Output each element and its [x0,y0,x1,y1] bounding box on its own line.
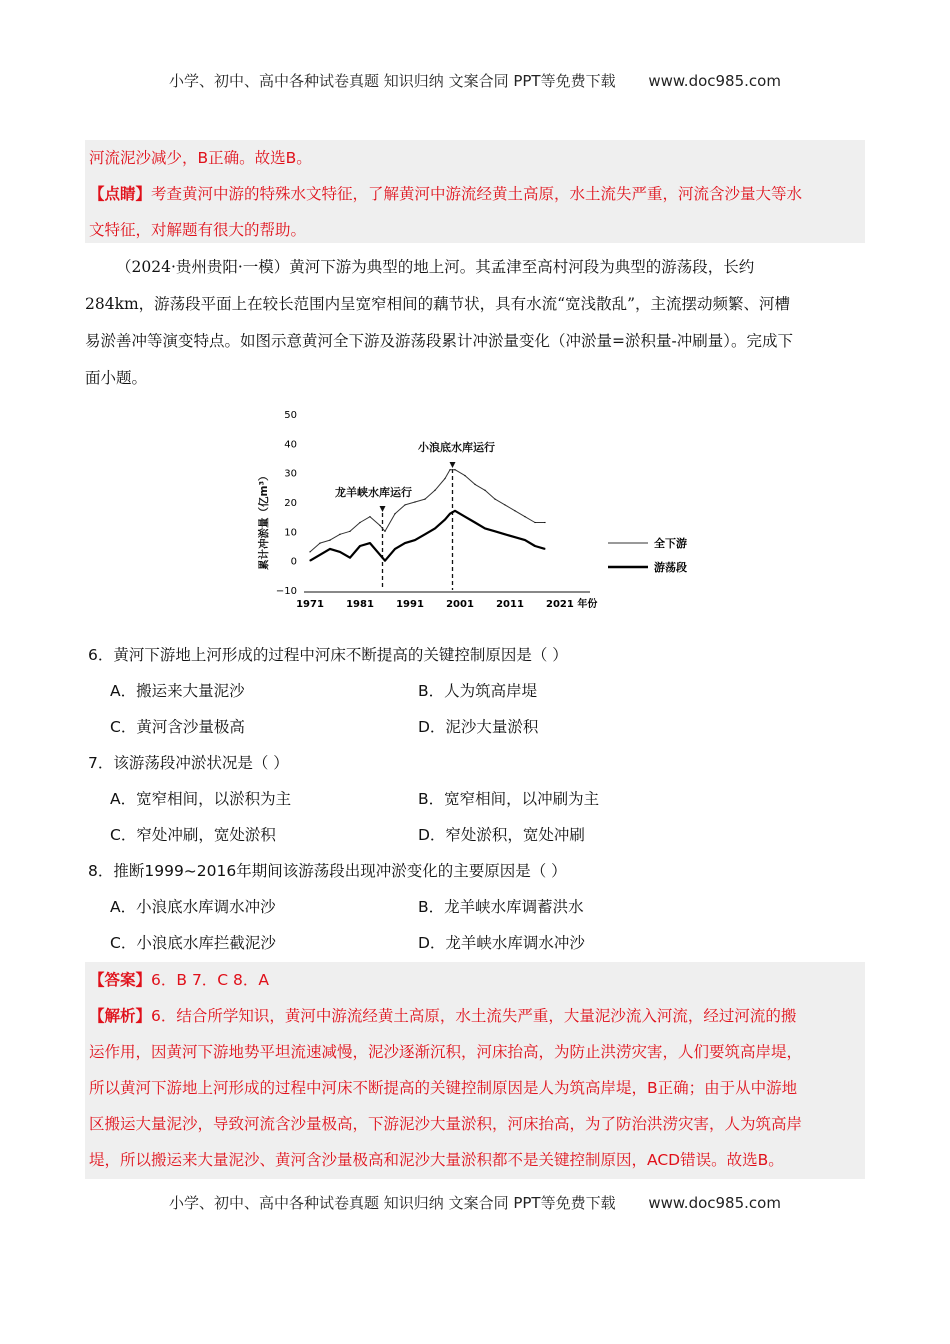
point-wandering-reach [434,528,435,529]
footer-text: 小学、初中、高中各种试卷真题 知识归纳 文案合同 PPT等免费下载 [169,1194,616,1212]
annotation-longyangxia: 龙羊峡水库运行 [335,486,412,499]
top-line-1: 河流泥沙减少，B正确。故选B。 [89,149,312,167]
point-wandering-reach [384,560,385,561]
analysis-text-1: 6．结合所学知识，黄河中游流经黄土高原，水土流失严重，大量泥沙流入河流，经过河流的搬 [151,1007,797,1025]
point-wandering-reach [394,548,395,549]
point-wandering-reach [534,545,535,546]
top-explanation-block [85,140,865,243]
point-full-lower-reach [349,531,350,532]
analysis-line-5: 堤，所以搬运来大量泥沙、黄河含沙量极高和泥沙大量淤积都不是关键控制原因，ACD错误。故选B。 [89,1151,784,1169]
point-full-lower-reach [379,525,380,526]
point-full-lower-reach [384,531,385,532]
point-full-lower-reach [514,510,515,511]
point-full-lower-reach [544,522,545,523]
x-axis [296,592,597,610]
x-tick-label: 2021 年份 [546,599,598,610]
plot-area [309,462,545,590]
legend-label-wandering: 游荡段 [654,561,687,574]
header-text: 小学、初中、高中各种试卷真题 知识归纳 文案合同 PPT等免费下载 [169,72,616,90]
point-full-lower-reach [434,490,435,491]
longyangxia-marker-arrow [380,506,386,512]
y-tick-label: 50 [284,410,297,421]
point-full-lower-reach [454,469,455,470]
point-full-lower-reach [424,498,425,499]
point-full-lower-reach [524,516,525,517]
point-wandering-reach [449,513,450,514]
series-line-wandering-reach [310,511,545,561]
q6-option-b[interactable]: B．人为筑高岸堤 [418,682,538,700]
point-wandering-reach [524,540,525,541]
point-full-lower-reach [394,513,395,514]
q6-option-d[interactable]: D．泥沙大量淤积 [418,718,539,736]
analysis-line-3: 所以黄河下游地上河形成的过程中河床不断提高的关键控制原因是人为筑高岸堤，B正确；由于从中游地 [89,1079,798,1097]
intro-line-3: 易淤善冲等演变特点。如图示意黄河全下游及游荡段累计冲淤量变化（冲淤量=淤积量-冲刷量）。完成下 [85,332,793,350]
analysis-line-4: 区搬运大量泥沙，导致河流含沙量极高，下游泥沙大量淤积，河床抬高，为了防治洪涝灾害，人为筑高岸 [89,1115,803,1133]
point-wandering-reach [339,551,340,552]
y-axis [276,410,297,597]
point-full-lower-reach [444,478,445,479]
y-axis-label: 累计冲淤量（亿m³） [258,470,270,570]
point-wandering-reach [484,528,485,529]
question-6-stem: 6．黄河下游地上河形成的过程中河床不断提高的关键控制原因是（ ） [88,646,568,664]
answer-tag: 【答案】 [89,971,152,989]
x-tick-label: 1981 [346,599,374,610]
top-line-2 [85,176,865,212]
intro-line-4: 面小题。 [85,369,148,387]
annotation-xiaolangdi: 小浪底水库运行 [418,441,495,454]
point-wandering-reach [424,534,425,535]
q8-option-d[interactable]: D．龙羊峡水库调水冲沙 [418,934,585,952]
point-full-lower-reach [359,522,360,523]
legend-label-full: 全下游 [654,537,687,550]
point-wandering-reach [474,522,475,523]
point-full-lower-reach [464,475,465,476]
point-wandering-reach [309,560,310,561]
question-intro [85,249,865,397]
q6-option-c[interactable]: C．黄河含沙量极高 [110,718,245,736]
hint-text: 考查黄河中游的特殊水文特征，了解黄河中游流经黄土高原，水土流失严重，河流含沙量大等水 [151,185,803,203]
header-url[interactable]: www.doc985.com [648,72,781,90]
y-tick-label: 0 [290,556,297,568]
q8-option-c[interactable]: C．小浪底水库拦截泥沙 [110,934,276,952]
point-full-lower-reach [449,469,450,470]
intro-line-2: 284km，游荡段平面上在较长范围内呈宽窄相间的藕节状，具有水流“宽浅散乱”，主流摆动频繁、河槽 [85,295,791,313]
intro-line-1: （2024·贵州贵阳·一模）黄河下游为典型的地上河。其孟津至高村河段为典型的游荡段，长约 [116,258,755,276]
point-wandering-reach [329,548,330,549]
y-tick-label: 40 [284,439,297,451]
point-full-lower-reach [414,501,415,502]
answer-line [85,962,865,998]
point-wandering-reach [444,519,445,520]
analysis-tag: 【解析】 [89,1007,152,1025]
point-full-lower-reach [534,522,535,523]
top-line-3: 文特征，对解题有很大的帮助。 [89,221,307,239]
point-full-lower-reach [494,498,495,499]
y-tick-label: 30 [284,468,297,480]
q7-option-c[interactable]: C．窄处冲刷，宽处淤积 [110,826,276,844]
answer-text: 6．B 7．C 8．A [151,971,270,989]
point-full-lower-reach [484,490,485,491]
analysis-line-2: 运作用，因黄河下游地势平坦流速减慢，泥沙逐渐沉积，河床抬高，为防止洪涝灾害，人们要筑高岸堤， [89,1043,803,1061]
point-full-lower-reach [504,504,505,505]
q8-option-a[interactable]: A．小浪底水库调水冲沙 [110,898,276,916]
q6-option-a[interactable]: A．搬运来大量泥沙 [110,682,245,700]
hint-tag: 【点睛】 [89,185,152,203]
point-wandering-reach [514,537,515,538]
x-tick-label: 2001 [446,599,474,610]
point-wandering-reach [454,510,455,511]
q7-option-a[interactable]: A．宽窄相间，以淤积为主 [110,790,292,808]
point-wandering-reach [349,557,350,558]
footer-url[interactable]: www.doc985.com [648,1194,781,1212]
point-full-lower-reach [404,504,405,505]
y-tick-label: 20 [284,498,297,509]
x-tick-label: 2011 [496,599,524,610]
point-full-lower-reach [329,540,330,541]
x-tick-label: 1971 [296,599,324,610]
point-full-lower-reach [319,542,320,543]
point-wandering-reach [464,516,465,517]
page-footer [0,1192,950,1213]
point-wandering-reach [494,531,495,532]
y-tick-label: 10 [284,527,297,539]
point-wandering-reach [404,542,405,543]
point-wandering-reach [414,540,415,541]
x-tick-label: 1991 [396,599,424,610]
question-7-stem: 7．该游荡段冲淤状况是（ ） [88,754,289,772]
point-wandering-reach [369,542,370,543]
q7-option-d[interactable]: D．窄处淤积，宽处冲刷 [418,826,585,844]
y-tick-label: −10 [275,586,297,597]
q8-option-b[interactable]: B．龙羊峡水库调蓄洪水 [418,898,584,916]
point-full-lower-reach [309,551,310,552]
q7-option-b[interactable]: B．宽窄相间，以冲刷为主 [418,790,600,808]
series-line-full-lower-reach [310,470,545,552]
point-full-lower-reach [339,534,340,535]
point-wandering-reach [544,548,545,549]
point-wandering-reach [319,554,320,555]
point-full-lower-reach [369,516,370,517]
xiaolangdi-marker-arrow [450,462,456,468]
page-header [0,70,950,91]
analysis-line-1 [85,998,865,1034]
question-8-stem: 8．推断1999~2016年期间该游荡段出现冲淤变化的主要原因是（ ） [88,862,567,880]
point-wandering-reach [359,545,360,546]
point-full-lower-reach [474,484,475,485]
point-wandering-reach [379,554,380,555]
point-wandering-reach [504,534,505,535]
sediment-chart [250,400,710,625]
answer-block [85,962,865,1179]
